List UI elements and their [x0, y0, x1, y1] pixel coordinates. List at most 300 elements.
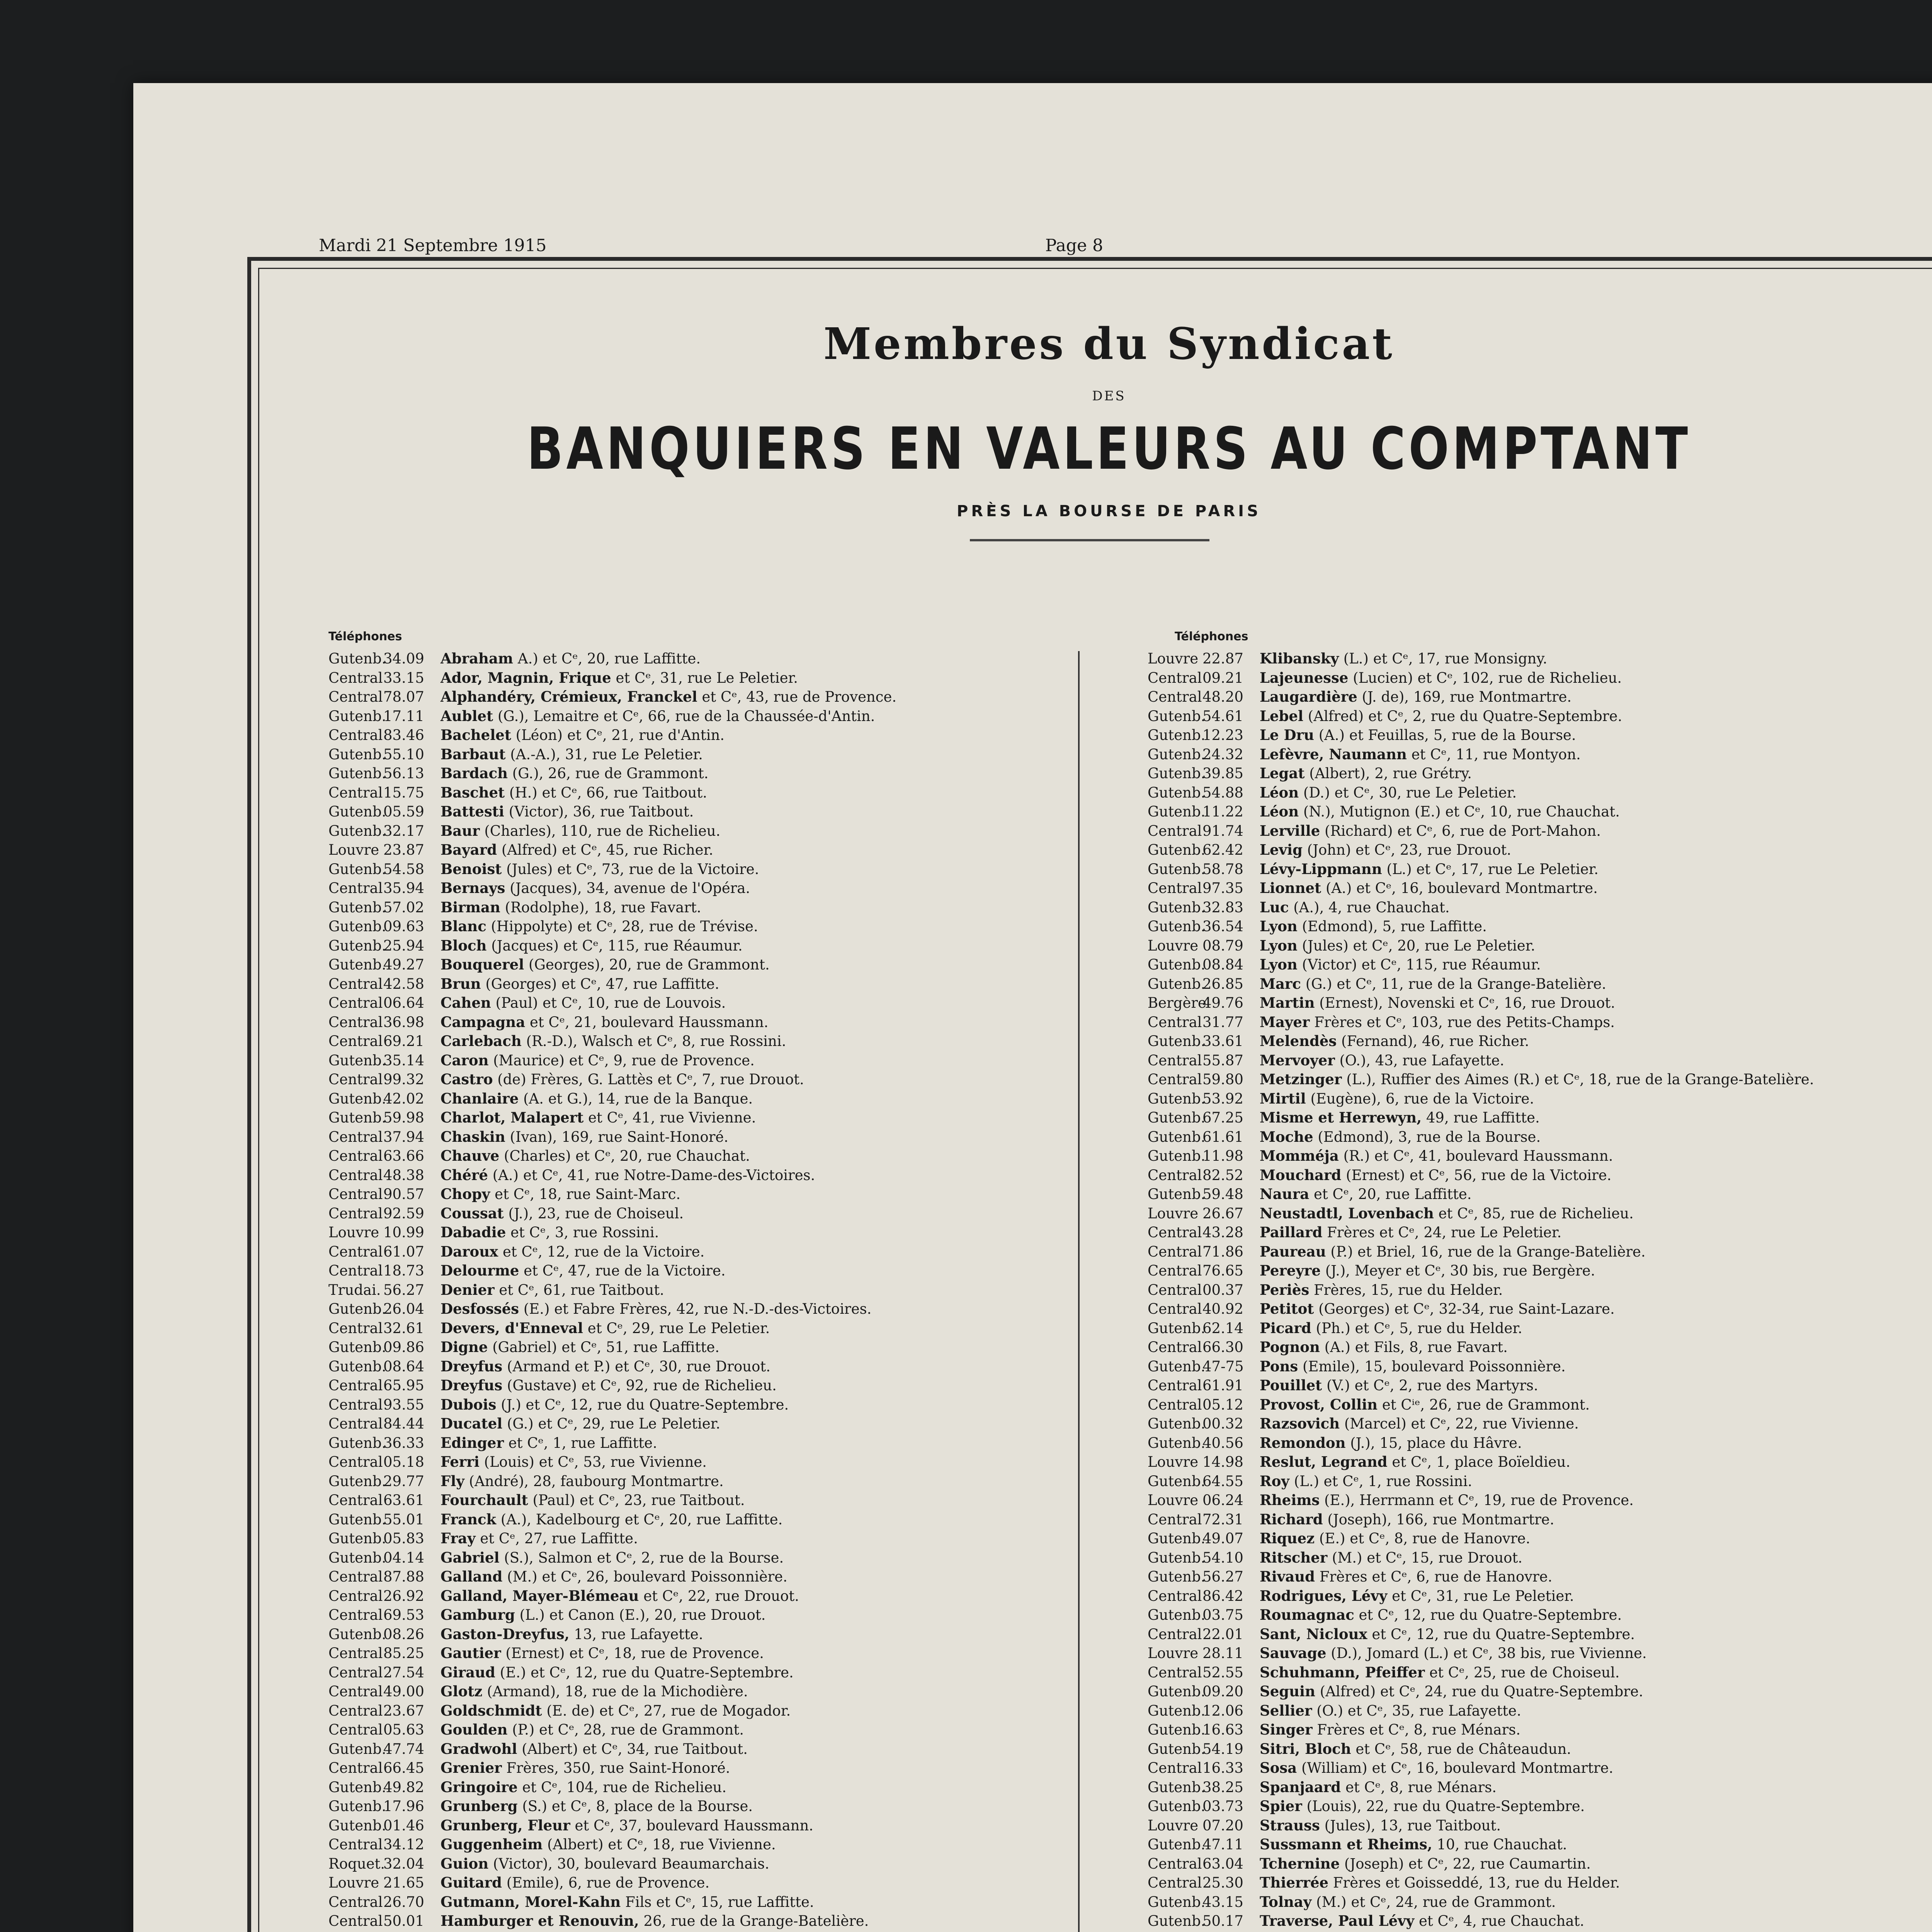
member-row: [1148, 1146, 1932, 1166]
exchange: Central: [1148, 689, 1202, 705]
phone-number: 05.83: [383, 1530, 424, 1547]
exchange: Gutenb.: [328, 650, 386, 667]
member-address: (Armand), 18, rue de la Michodière.: [487, 1683, 748, 1700]
exchange: Central: [328, 1167, 383, 1184]
member-address: (O.) et Cᵉ, 35, rue Lafayette.: [1316, 1702, 1521, 1719]
exchange: Central: [328, 1587, 383, 1604]
phone-number: 63.04: [1202, 1855, 1243, 1872]
phone-number: 47.74: [383, 1740, 424, 1757]
member-row: [328, 1319, 1070, 1338]
exchange: Gutenb.: [328, 918, 386, 935]
phone-number: 08.26: [383, 1626, 424, 1643]
exchange: Central: [1148, 1014, 1202, 1031]
exchange: Central: [1148, 1301, 1202, 1317]
member-name: Ferri: [440, 1453, 480, 1470]
member-address: et Cᵉ, 20, rue Laffitte.: [1313, 1186, 1472, 1202]
member-name: Sellier: [1260, 1702, 1312, 1719]
phone-number: 54.19: [1202, 1740, 1243, 1757]
member-name: Roumagnac: [1260, 1606, 1354, 1623]
phone-number: 53.92: [1202, 1090, 1243, 1107]
member-row: [1148, 649, 1932, 668]
phone-number: 61.61: [1202, 1128, 1243, 1145]
phone-number: 23.87: [383, 842, 424, 858]
member-row: [1148, 1242, 1932, 1262]
exchange: Central: [1148, 1339, 1202, 1355]
member-name: Cahen: [440, 994, 491, 1011]
right-column-header: Téléphones: [1175, 630, 1248, 643]
exchange: Louvre: [1148, 650, 1199, 667]
exchange: Central: [1148, 1855, 1202, 1872]
member-row: [328, 1070, 1070, 1089]
member-row: [328, 975, 1070, 994]
phone-number: 42.58: [383, 975, 424, 992]
phone-number: 56.27: [383, 1281, 424, 1298]
exchange: Central: [328, 995, 383, 1011]
phone-number: 00.37: [1202, 1281, 1243, 1298]
member-row: [328, 1873, 1070, 1893]
exchange: Gutenb.: [1148, 1740, 1206, 1757]
phone-number: 62.14: [1202, 1320, 1243, 1337]
exchange: Central: [328, 1205, 383, 1222]
member-name: Remondon: [1260, 1434, 1346, 1451]
phone-number: 27.54: [383, 1664, 424, 1681]
member-name: Goulden: [440, 1721, 508, 1738]
member-row: [328, 687, 1070, 707]
phone-number: 76.65: [1202, 1262, 1243, 1279]
member-address: (Alfred) et Cᵉ, 24, rue du Quatre-Septembre.: [1320, 1683, 1643, 1700]
column-separator: [1078, 651, 1080, 1932]
phone-number: 06.24: [1202, 1492, 1243, 1509]
member-row: [328, 1128, 1070, 1147]
exchange: Gutenb.: [1148, 1893, 1206, 1910]
member-name: Luc: [1260, 898, 1289, 916]
phone-number: 54.61: [1202, 707, 1243, 724]
member-name: Guggenheim: [440, 1836, 543, 1853]
member-name: Mouchard: [1260, 1166, 1342, 1184]
member-address: (André), 28, faubourg Montmartre.: [469, 1473, 724, 1490]
exchange: Central: [1148, 1760, 1202, 1776]
member-name: Grunberg, Fleur: [440, 1816, 570, 1834]
exchange: Central: [328, 1377, 383, 1394]
phone-number: 63.61: [383, 1492, 424, 1509]
member-name: Singer: [1260, 1721, 1313, 1738]
phone-number: 69.53: [383, 1607, 424, 1623]
member-row: [328, 917, 1070, 936]
exchange: Gutenb.: [328, 937, 386, 954]
phone-number: 26.70: [383, 1893, 424, 1910]
phone-number: 55.87: [1202, 1052, 1243, 1069]
member-row: [328, 1912, 1070, 1931]
member-row: [1148, 1376, 1932, 1395]
phone-number: 32.61: [383, 1320, 424, 1337]
member-address: (A.) et Cᵉ, 41, rue Notre-Dame-des-Victoires.: [492, 1167, 815, 1184]
title-banquiers: BANQUIERS EN VALEURS AU COMPTANT: [527, 415, 1691, 483]
exchange: Gutenb.: [1148, 1779, 1206, 1796]
member-address: (Albert), 2, rue Grétry.: [1309, 765, 1472, 782]
phone-number: 56.27: [1202, 1568, 1243, 1585]
exchange: Gutenb.: [328, 1473, 386, 1490]
member-name: Traverse, Paul Lévy: [1260, 1912, 1415, 1929]
phone-number: 07.20: [1202, 1817, 1243, 1834]
member-row: [1148, 955, 1932, 975]
header-date: Mardi 21 Septembre 1915: [319, 236, 547, 255]
member-name: Sauvage: [1260, 1645, 1327, 1662]
exchange: Central: [1148, 1071, 1202, 1088]
member-address: et Cᵉ, 41, rue Vivienne.: [588, 1109, 756, 1126]
member-name: Moche: [1260, 1128, 1313, 1145]
member-row: [1148, 1414, 1932, 1434]
member-row: [328, 783, 1070, 803]
member-address: et Cᵉ, 85, rue de Richelieu.: [1438, 1205, 1634, 1222]
member-address: (Eugène), 6, rue de la Victoire.: [1310, 1090, 1534, 1107]
header-page: Page 8: [1045, 236, 1104, 255]
member-row: [1148, 1567, 1932, 1587]
exchange: Central: [328, 1607, 383, 1623]
member-name: Sussmann et Rheims,: [1260, 1836, 1432, 1853]
member-address: (Georges), 20, rue de Grammont.: [529, 956, 770, 973]
members-list-left: [328, 649, 1070, 1932]
member-name: Hamburger et Renouvin,: [440, 1912, 639, 1929]
exchange: Gutenb.: [1148, 1721, 1206, 1738]
exchange: Central: [1148, 1281, 1202, 1298]
member-row: [328, 860, 1070, 879]
member-name: Gautier: [440, 1645, 501, 1662]
member-address: 26, rue de la Grange-Batelière.: [643, 1913, 869, 1929]
phone-number: 69.21: [383, 1033, 424, 1049]
exchange: Gutenb.: [1148, 1913, 1206, 1929]
exchange: Central: [1148, 1224, 1202, 1241]
exchange: Gutenb.: [1148, 1090, 1206, 1107]
member-row: [1148, 1261, 1932, 1281]
member-address: Frères et Cᵉ, 24, rue Le Peletier.: [1327, 1224, 1562, 1241]
member-row: [328, 1510, 1070, 1529]
phone-number: 11.22: [1202, 803, 1243, 820]
member-name: Mervoyer: [1260, 1051, 1335, 1069]
member-row: [1148, 1759, 1932, 1778]
exchange: Central: [328, 1760, 383, 1776]
member-address: (Jacques), 34, avenue de l'Opéra.: [510, 880, 750, 896]
exchange: Gutenb.: [1148, 975, 1206, 992]
member-name: Fray: [440, 1530, 476, 1547]
exchange: Gutenb.: [328, 861, 386, 878]
member-name: Chopy: [440, 1185, 490, 1202]
member-row: [1148, 1873, 1932, 1893]
member-address: (Victor), 30, boulevard Beaumarchais.: [493, 1855, 769, 1872]
phone-number: 87.88: [383, 1568, 424, 1585]
phone-number: 25.94: [383, 937, 424, 954]
member-row: [328, 1854, 1070, 1874]
member-address: et Cᵉ, 47, rue de la Victoire.: [524, 1262, 726, 1279]
exchange: Louvre: [1148, 1492, 1199, 1509]
member-name: Riquez: [1260, 1530, 1315, 1547]
phone-number: 24.32: [1202, 746, 1243, 763]
member-address: (D.), Jomard (L.) et Cᵉ, 38 bis, rue Vivienne.: [1331, 1645, 1647, 1662]
member-row: [1148, 1605, 1932, 1625]
phone-number: 09.63: [383, 918, 424, 935]
member-row: [328, 649, 1070, 668]
exchange: Gutenb.: [328, 765, 386, 782]
exchange: Central: [1148, 1874, 1202, 1891]
member-row: [328, 1185, 1070, 1204]
member-address: (J.), 15, place du Hâvre.: [1350, 1434, 1522, 1451]
member-name: Desfossés: [440, 1300, 519, 1317]
phone-number: 38.25: [1202, 1779, 1243, 1796]
phone-number: 59.98: [383, 1109, 424, 1126]
exchange: Gutenb.: [1148, 1798, 1206, 1815]
member-name: Delourme: [440, 1262, 519, 1279]
member-address: (J. de), 169, rue Montmartre.: [1362, 689, 1572, 705]
member-row: [328, 955, 1070, 975]
member-name: Digne: [440, 1338, 488, 1355]
member-name: Chéré: [440, 1166, 488, 1184]
phone-number: 28.11: [1202, 1645, 1243, 1662]
member-row: [328, 1452, 1070, 1472]
exchange: Bergère: [1148, 995, 1206, 1011]
member-name: Naura: [1260, 1185, 1310, 1202]
exchange: Gutenb.: [328, 1434, 386, 1451]
phone-number: 36.98: [383, 1014, 424, 1031]
member-address: Fils et Cᵉ, 15, rue Laffitte.: [625, 1893, 814, 1910]
phone-number: 37.94: [383, 1128, 424, 1145]
phone-number: 65.95: [383, 1377, 424, 1394]
member-address: et Cᵉ, 11, rue Montyon.: [1411, 746, 1581, 763]
member-row: [1148, 668, 1932, 688]
member-address: (Edmond), 5, rue Laffitte.: [1302, 918, 1487, 935]
member-row: [1148, 1663, 1932, 1682]
member-address: (de) Frères, G. Lattès et Cᵉ, 7, rue Drouot.: [497, 1071, 804, 1088]
page-header: [319, 236, 1864, 259]
member-address: (M.) et Cᵉ, 26, boulevard Poissonnière.: [507, 1568, 787, 1585]
member-name: Lyon: [1260, 918, 1298, 935]
phone-number: 14.98: [1202, 1454, 1243, 1470]
exchange: Central: [1148, 1243, 1202, 1260]
member-name: Pouillet: [1260, 1377, 1322, 1394]
member-address: et Cᵉ, 1, place Boïeldieu.: [1392, 1454, 1571, 1470]
member-name: Mirtil: [1260, 1090, 1306, 1107]
exchange: Gutenb.: [328, 1511, 386, 1528]
member-name: Rodrigues, Lévy: [1260, 1587, 1388, 1604]
phone-number: 57.02: [383, 899, 424, 916]
phone-number: 40.56: [1202, 1434, 1243, 1451]
exchange: Gutenb.: [328, 1626, 386, 1643]
member-row: [1148, 1185, 1932, 1204]
member-name: Coussat: [440, 1204, 504, 1222]
member-address: (L.) et Canon (E.), 20, rue Drouot.: [519, 1607, 766, 1623]
member-address: et Cᵉ, 12, rue du Quatre-Septembre.: [1372, 1626, 1635, 1643]
member-row: [328, 1472, 1070, 1491]
member-row: [1148, 917, 1932, 936]
member-row: [1148, 1510, 1932, 1529]
member-row: [1148, 1204, 1932, 1223]
exchange: Gutenb.: [1148, 1434, 1206, 1451]
member-name: Devers, d'Enneval: [440, 1319, 583, 1337]
phone-number: 17.96: [383, 1798, 424, 1815]
member-name: Dreyfus: [440, 1377, 503, 1394]
phone-number: 08.64: [383, 1358, 424, 1375]
member-address: (L.) et Cᵉ, 17, rue Monsigny.: [1343, 650, 1548, 667]
member-address: (Jacques) et Cᵉ, 115, rue Réaumur.: [491, 937, 743, 954]
member-name: Le Dru: [1260, 726, 1314, 743]
phone-number: 78.07: [383, 689, 424, 705]
member-name: Levig: [1260, 841, 1303, 858]
member-address: (N.), Mutignon (E.) et Cᵉ, 10, rue Chauchat.: [1303, 803, 1620, 820]
phone-number: 97.35: [1202, 880, 1243, 896]
member-row: [328, 1108, 1070, 1128]
phone-number: 49.00: [383, 1683, 424, 1700]
member-name: Chauve: [440, 1147, 500, 1164]
title-membres: Membres du Syndicat: [823, 319, 1395, 369]
phone-number: 59.80: [1202, 1071, 1243, 1088]
member-address: (Léon) et Cᵉ, 21, rue d'Antin.: [515, 727, 725, 743]
phone-number: 90.57: [383, 1186, 424, 1202]
phone-number: 16.63: [1202, 1721, 1243, 1738]
member-name: Alphandéry, Crémieux, Franckel: [440, 688, 697, 705]
exchange: Gutenb.: [1148, 1836, 1206, 1853]
phone-number: 99.32: [383, 1071, 424, 1088]
phone-number: 84.44: [383, 1415, 424, 1432]
exchange: Gutenb.: [1148, 899, 1206, 916]
member-name: Aublet: [440, 707, 493, 724]
member-row: [1148, 1740, 1932, 1759]
member-row: [1148, 726, 1932, 745]
member-row: [328, 1587, 1070, 1606]
phone-number: 25.30: [1202, 1874, 1243, 1891]
phone-number: 36.33: [383, 1434, 424, 1451]
member-name: Lévy-Lippmann: [1260, 860, 1382, 878]
exchange: Gutenb.: [328, 1052, 386, 1069]
phone-number: 47-75: [1202, 1358, 1244, 1375]
phone-number: 34.09: [383, 650, 424, 667]
exchange: Louvre: [1148, 1817, 1199, 1834]
exchange: Gutenb.: [328, 707, 386, 724]
member-address: (Emile), 6, rue de Provence.: [506, 1874, 710, 1891]
member-name: Laugardière: [1260, 688, 1357, 705]
member-name: Sant, Nicloux: [1260, 1625, 1367, 1643]
member-name: Castro: [440, 1071, 493, 1088]
phone-number: 23.67: [383, 1702, 424, 1719]
member-row: [328, 1338, 1070, 1357]
member-row: [1148, 1472, 1932, 1491]
member-row: [1148, 1357, 1932, 1376]
member-row: [328, 936, 1070, 956]
phone-number: 29.77: [383, 1473, 424, 1490]
left-column-header: Téléphones: [328, 630, 402, 643]
phone-number: 22.01: [1202, 1626, 1243, 1643]
phone-number: 31.77: [1202, 1014, 1243, 1031]
exchange: Gutenb.: [1148, 707, 1206, 724]
member-address: (Joseph), 166, rue Montmartre.: [1327, 1511, 1554, 1528]
phone-number: 49.07: [1202, 1530, 1243, 1547]
member-address: (William) et Cᵉ, 16, boulevard Montmartre.: [1301, 1760, 1614, 1776]
member-row: [328, 1089, 1070, 1109]
member-address: (A.) et Fils, 8, rue Favart.: [1324, 1339, 1508, 1355]
member-address: et Cᵉ, 4, rue Chauchat.: [1418, 1913, 1585, 1929]
member-name: Grenier: [440, 1759, 502, 1776]
member-row: [328, 1816, 1070, 1835]
phone-number: 54.88: [1202, 784, 1243, 801]
exchange: Central: [328, 1415, 383, 1432]
phone-number: 54.58: [383, 861, 424, 878]
member-row: [1148, 1051, 1932, 1070]
member-row: [1148, 879, 1932, 898]
phone-number: 59.48: [1202, 1186, 1243, 1202]
member-name: Caron: [440, 1051, 489, 1069]
member-row: [1148, 1720, 1932, 1740]
member-row: [328, 1567, 1070, 1587]
member-address: (Marcel) et Cᵉ, 22, rue Vivienne.: [1344, 1415, 1579, 1432]
phone-number: 40.92: [1202, 1301, 1243, 1317]
phone-number: 12.06: [1202, 1702, 1243, 1719]
member-address: (E.) et Cᵉ, 12, rue du Quatre-Septembre.: [500, 1664, 794, 1681]
exchange: Gutenb.: [1148, 727, 1206, 743]
member-row: [1148, 802, 1932, 821]
exchange: Trudai.: [328, 1281, 381, 1298]
exchange: Central: [328, 1071, 383, 1088]
member-name: Blanc: [440, 918, 486, 935]
member-name: Franck: [440, 1510, 497, 1528]
member-name: Lerville: [1260, 822, 1320, 839]
member-name: Richard: [1260, 1510, 1323, 1528]
member-address: et Cᵉ, 12, rue de la Victoire.: [502, 1243, 705, 1260]
member-address: et Cᵉ, 29, rue Le Peletier.: [587, 1320, 770, 1337]
member-address: (L.) et Cᵉ, 17, rue Le Peletier.: [1386, 861, 1599, 878]
phone-number: 49.76: [1202, 995, 1243, 1011]
member-name: Dubois: [440, 1396, 497, 1413]
exchange: Louvre: [1148, 1645, 1199, 1662]
member-row: [1148, 993, 1932, 1013]
phone-number: 66.45: [383, 1760, 424, 1776]
member-name: Melendès: [1260, 1032, 1337, 1049]
exchange: Gutenb.: [1148, 1320, 1206, 1337]
phone-number: 09.86: [383, 1339, 424, 1355]
member-name: Lyon: [1260, 937, 1298, 954]
member-address: (S.) et Cᵉ, 8, place de la Bourse.: [522, 1798, 753, 1815]
phone-number: 18.73: [383, 1262, 424, 1279]
member-row: [1148, 1089, 1932, 1109]
exchange: Gutenb.: [328, 1301, 386, 1317]
member-row: [328, 1701, 1070, 1721]
member-address: et Cᵉ, 18, rue Saint-Marc.: [495, 1186, 681, 1202]
phone-number: 04.14: [383, 1549, 424, 1566]
member-row: [1148, 936, 1932, 956]
member-name: Misme et Herrewyn,: [1260, 1109, 1422, 1126]
exchange: Central: [328, 784, 383, 801]
exchange: Central: [1148, 1664, 1202, 1681]
exchange: Central: [328, 1913, 383, 1929]
phone-number: 49.27: [383, 956, 424, 973]
member-row: [328, 821, 1070, 841]
member-row: [328, 1223, 1070, 1242]
phone-number: 92.59: [383, 1205, 424, 1222]
member-name: Provost, Collin: [1260, 1396, 1378, 1413]
exchange: Central: [1148, 822, 1202, 839]
phone-number: 17.11: [383, 707, 424, 724]
member-name: Martin: [1260, 994, 1315, 1011]
member-row: [328, 1204, 1070, 1223]
member-row: [1148, 1548, 1932, 1568]
member-name: Momméja: [1260, 1147, 1339, 1164]
member-address: Frères et Goisseddé, 13, rue du Helder.: [1333, 1874, 1620, 1891]
phone-number: 55.01: [383, 1511, 424, 1528]
exchange: Gutenb.: [1148, 1473, 1206, 1490]
exchange: Central: [328, 1702, 383, 1719]
exchange: Gutenb.: [1148, 1549, 1206, 1566]
member-address: et Cᵉ, 104, rue de Richelieu.: [522, 1779, 727, 1796]
exchange: Gutenb.: [1148, 1683, 1206, 1700]
member-address: (P.) et Briel, 16, rue de la Grange-Batelière.: [1330, 1243, 1646, 1260]
exchange: Gutenb.: [1148, 861, 1206, 878]
phone-number: 48.20: [1202, 689, 1243, 705]
